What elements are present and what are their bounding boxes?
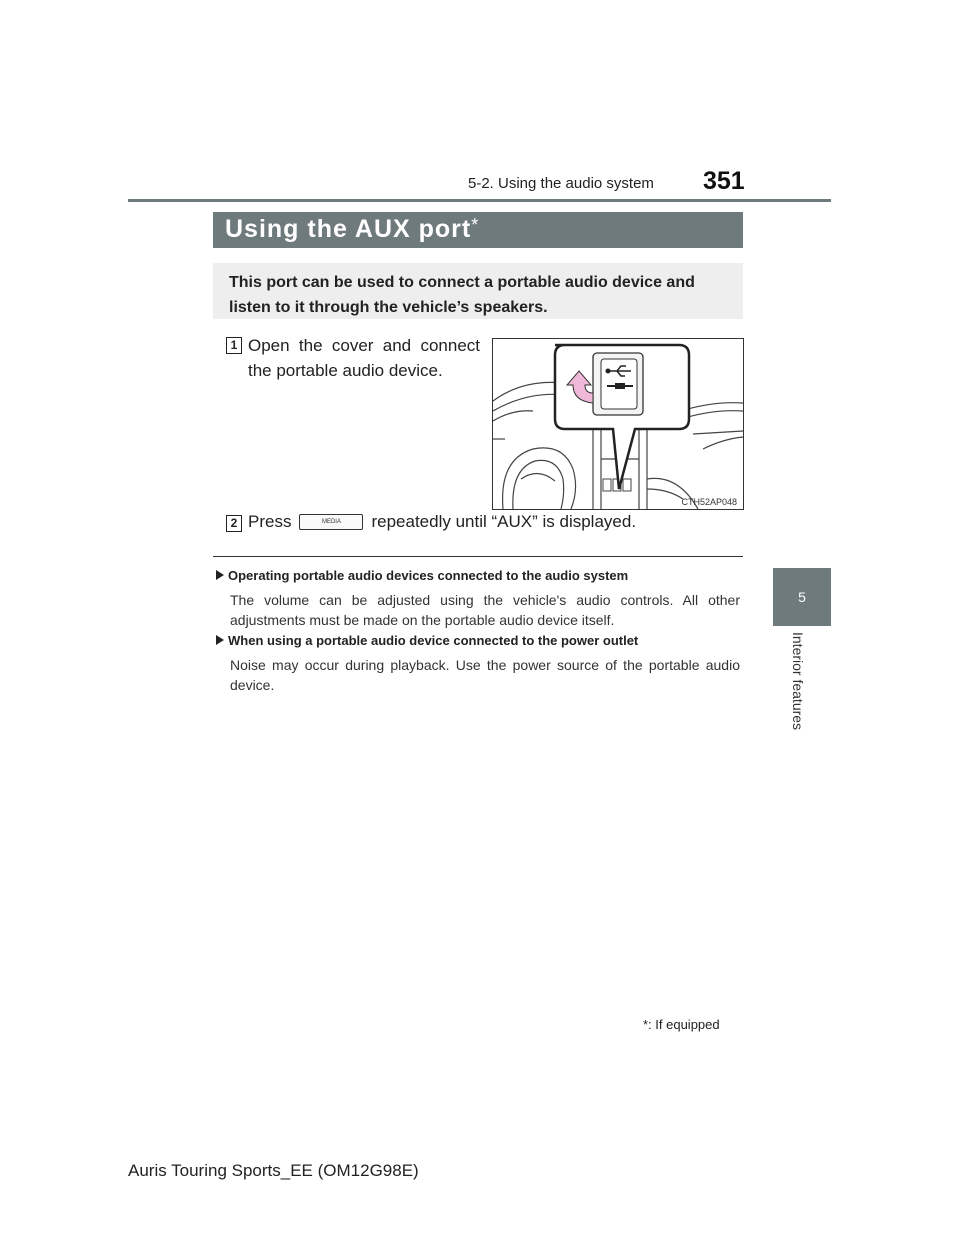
section-title	[225, 215, 479, 244]
intro-text: This port can be used to connect a portable audio device and listen to it through the vehicle’s speakers.	[229, 274, 695, 316]
note-heading-1	[216, 568, 628, 583]
dashboard-drawing	[493, 339, 743, 509]
figure-code: CTH52AP048	[681, 497, 737, 507]
footer-model: Auris Touring Sports_EE (OM12G98E)	[128, 1161, 419, 1180]
bullet-triangle-icon	[216, 570, 224, 580]
step-number-2: 2	[226, 515, 242, 532]
page-number: 351	[703, 167, 745, 195]
footnote: *: If equipped	[643, 1017, 720, 1032]
step-number-1: 1	[226, 337, 242, 354]
step-text-1: Open the cover and connect the portable audio device.	[248, 336, 480, 380]
chapter-tab	[773, 568, 831, 626]
chapter-title: Interior features	[790, 632, 806, 731]
section-title-text: Using the AUX port	[225, 215, 472, 243]
header-rule	[128, 199, 831, 202]
note-heading-2-text: When using a portable audio device connected to the power outlet	[228, 633, 639, 648]
bullet-triangle-icon	[216, 635, 224, 645]
section-title-bar	[213, 212, 743, 248]
aux-port-illustration	[492, 338, 744, 510]
chapter-number: 5	[798, 589, 806, 605]
step-text-2-after: repeatedly until “AUX” is displayed.	[371, 512, 637, 531]
step-text-2	[248, 512, 636, 532]
step-text-2-before: Press	[248, 512, 292, 531]
note-body-2: Noise may occur during playback. Use the power source of the portable audio device.	[230, 657, 740, 693]
notes-divider	[213, 556, 743, 557]
note-body-1: The volume can be adjusted using the vehicle's audio controls. All other adjustments must be made on the portable audio device itself.	[230, 592, 740, 628]
note-heading-2	[216, 633, 638, 648]
media-button-icon: MEDIA	[299, 514, 363, 530]
header-section: 5-2. Using the audio system	[468, 175, 654, 192]
intro-box	[213, 263, 743, 319]
note-heading-1-text: Operating portable audio devices connected to the audio system	[228, 568, 629, 583]
asterisk-icon: *	[471, 215, 480, 235]
